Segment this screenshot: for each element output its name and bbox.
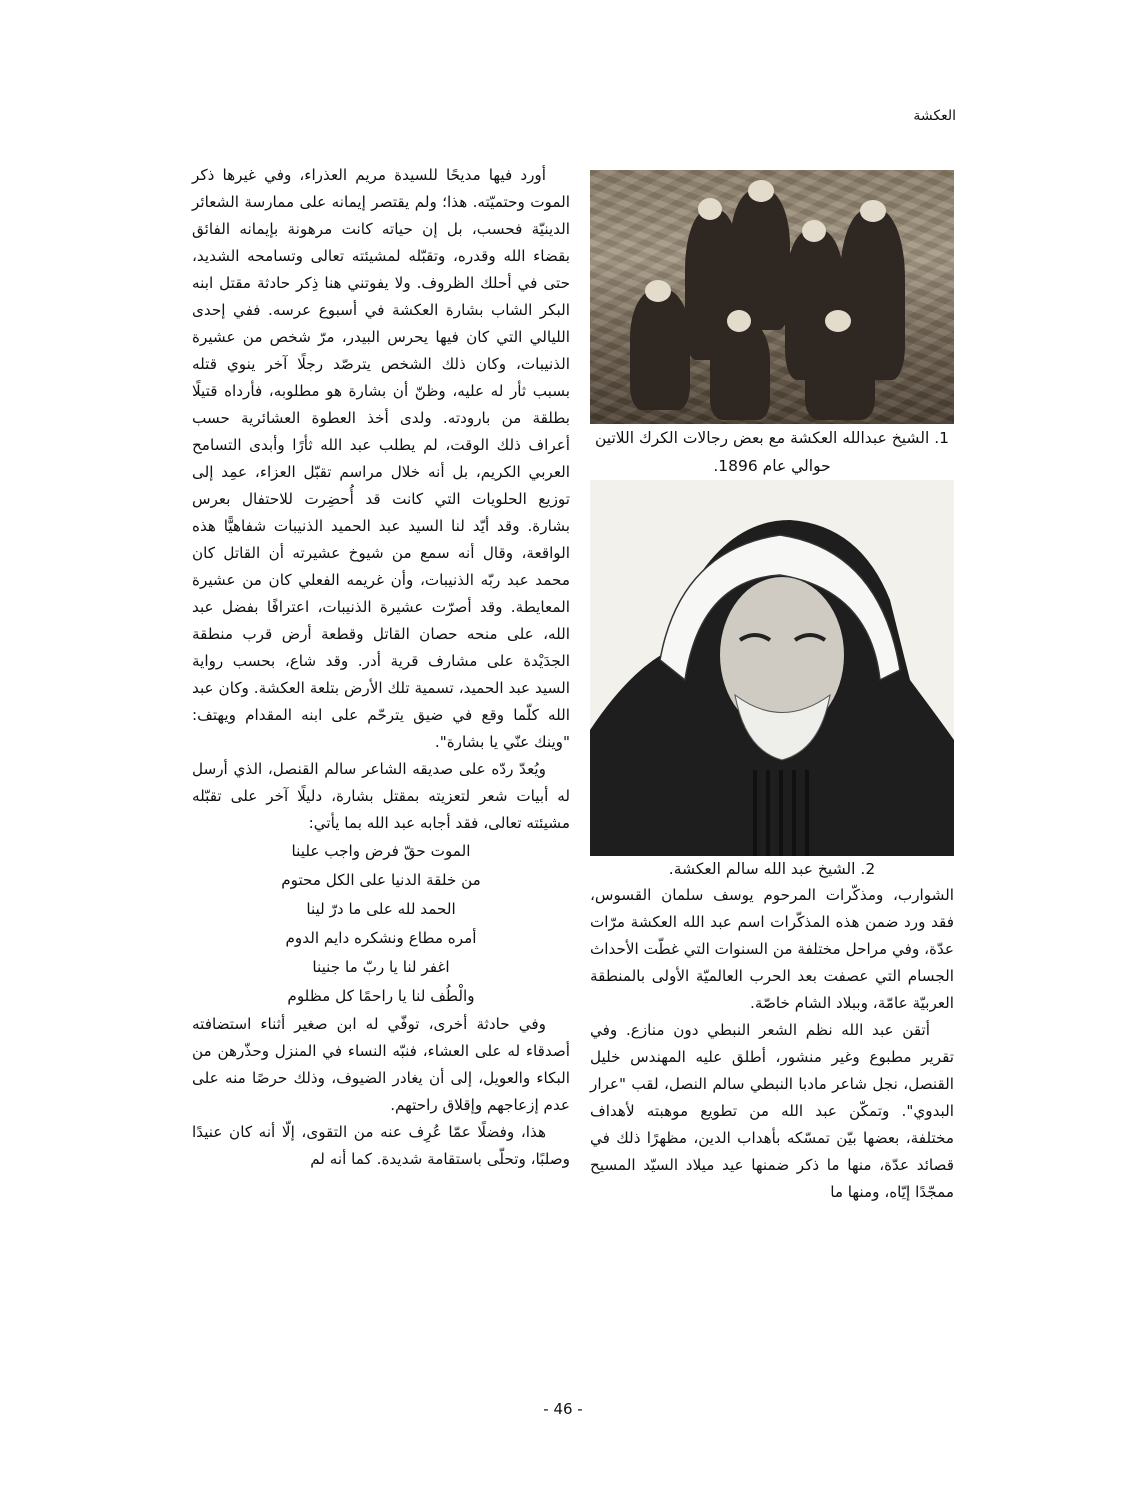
figure-head bbox=[698, 198, 722, 220]
figure-shape bbox=[805, 320, 875, 420]
paragraph: أورد فيها مديحًا للسيدة مريم العذراء، وفي غيرها ذكر الموت وحتميّته. هذا؛ ولم يقتصر إيمانه على ممارسة الشعائر الدينيّة فحسب، بل إن حياته كانت مرهونة بإيمانه الفائق بقضاء الله وقدره، وتقبّله لمشيئته تعالى وتسامحه الشديد، حتى في أحلك الظروف. ولا يفوتني هنا ذِكر حادثة مقتل ابنه البكر الشاب بشارة العكشة في أسبوع عرسه. ففي إحدى الليالي التي كان فيها يحرس البيدر، مرّ شخص من عشيرة الذنيبات، وكان ذلك الشخص يترصّد رجلًا آخر ينوي قتله بسبب ثأر له عليه، وظنّ أن بشارة هو مطلوبه، فأرداه قتيلًا بطلقة من بارودته. ولدى أخذ العطوة العشائرية حسب أعراف ذلك الوقت، لم يطلب عبد الله ثأرًا وأبدى التسامح العربي الكريم، بل أنه خلال مراسم تقبّل العزاء، عمِد إلى توزيع الحلويات التي كانت قد أُحضِرت للاحتفال بعرس بشارة. وقد أيّد لنا السيد عبد الحميد الذنيبات شفاهيًّا هذه الواقعة، وقال أنه سمع من شيوخ عشيرته أن القاتل كان محمد عبد ربّه الذنيبات، وأن غريمه الفعلي كان من عشيرة المعايطة. وقد أصرّت عشيرة الذنيبات، اعترافًا بفضل عبد الله، على منحه حصان القاتل وقطعة أرض قرب منطقة الجدَيْدة على مشارف قرية أدر. وقد شاع، بحسب رواية السيد عبد الحميد، تسمية تلك الأرض بتلعة العكشة. وكان عبد الله كلّما وقع في ضيق يترحّم على ابنه المقدام ويهتف: "وينك عنّي يا بشارة". bbox=[192, 166, 570, 751]
verse-line: الحمد لله على ما درّ لينا bbox=[306, 900, 456, 918]
group-photo bbox=[590, 170, 954, 424]
figure-shape bbox=[710, 320, 770, 420]
paragraph: الشوارب، ومذكّرات المرحوم يوسف سلمان القسوس، فقد ورد ضمن هذه المذكّرات اسم عبد الله العكشة مرّات عدّة، وفي مراحل مختلفة من السنوات التي غطّت الأحداث الجسام التي عصفت بعد الحرب العالميّة الأولى بالمنطقة العربيّة عامّة، وببلاد الشام خاصّة. bbox=[590, 886, 954, 1012]
portrait-sketch-icon bbox=[590, 480, 954, 856]
figure-head bbox=[645, 280, 671, 302]
photo-caption-2: 2. الشيخ عبد الله سالم العكشة. bbox=[668, 860, 876, 878]
verse-line: أمره مطاع ونشكره دايم الدوم bbox=[285, 929, 477, 947]
running-header: العكشة bbox=[913, 108, 956, 124]
paragraph: هذا، وفضلًا عمّا عُرِف عنه من التقوى، إلّا أنه كان عنيدًا وصلبًا، وتحلّى باستقامة شديدة. كما أنه لم bbox=[192, 1123, 570, 1168]
figure-head bbox=[825, 310, 851, 332]
portrait-drawing bbox=[590, 480, 954, 856]
verse-line: من خلقة الدنيا على الكل محتوم bbox=[281, 871, 481, 889]
photo-caption-1: 1. الشيخ عبدالله العكشة مع بعض رجالات الكرك اللاتين حوالي عام 1896. bbox=[594, 429, 950, 475]
figure-head bbox=[860, 200, 886, 222]
verse-line: اغفر لنا يا ربّ ما جنينا bbox=[312, 958, 450, 976]
paragraph: أتقن عبد الله نظم الشعر النبطي دون منازع. وفي تقرير مطبوع وغير منشور، أطلق عليه المهندس خليل القنصل، نجل شاعر مادبا النبطي سالم النصل، لقب "عرار البدوي". وتمكّن عبد الله من تطويع موهبته لأهداف مختلفة، بعضها بيّن تمسّكه بأهداب الدين، مظهرًا ذلك في قصائد عدّة، منها ما ذكر ضمنها عيد ميلاد السيّد المسيح ممجّدًا إيّاه، ومنها ما bbox=[590, 1021, 954, 1201]
figure-head bbox=[802, 220, 826, 242]
figure-shape bbox=[630, 290, 690, 410]
figure-head bbox=[748, 180, 774, 202]
left-column bbox=[192, 162, 570, 1173]
figure-shape bbox=[730, 190, 790, 330]
page-number: - 46 - bbox=[543, 1400, 583, 1418]
right-column bbox=[590, 170, 954, 1206]
verse-line: الموت حقّ فرض واجب علينا bbox=[291, 842, 471, 860]
paragraph: ويُعدّ ردّه على صديقه الشاعر سالم القنصل، الذي أرسل له أبيات شعر لتعزيته بمقتل بشارة، دليلًا آخر على تقبّله مشيئته تعالى، فقد أجابه عبد الله بما يأتي: bbox=[192, 760, 570, 832]
verse-line: والْطُف لنا يا راحمًا كل مظلوم bbox=[287, 987, 475, 1005]
paragraph: وفي حادثة أخرى، توفّي له ابن صغير أثناء استضافته أصدقاء له على العشاء، فنبّه النساء في المنزل وحذّرهن من البكاء والعويل، إلى أن يغادر الضيوف، وذلك حرصًا منه على عدم إزعاجهم وإقلاق راحتهم. bbox=[192, 1015, 570, 1114]
right-text bbox=[590, 882, 954, 1206]
figure-head bbox=[727, 310, 751, 332]
